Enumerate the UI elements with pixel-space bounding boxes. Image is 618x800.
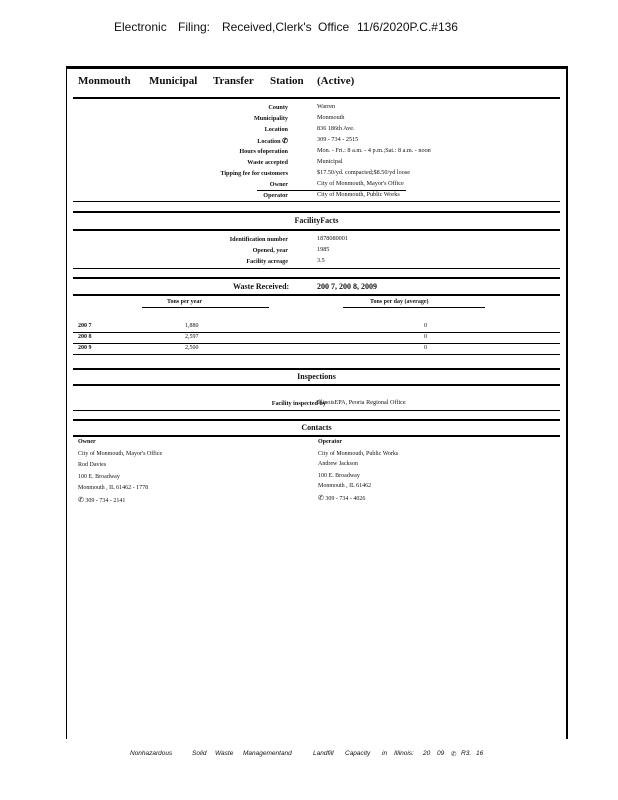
tpd-row-2: 0 — [424, 334, 427, 340]
footer-word: Illinois: — [394, 750, 414, 757]
footer-word: 09 — [437, 750, 445, 757]
divider — [73, 268, 560, 269]
operator-contact-name: Andrew Jackson — [318, 461, 358, 467]
inspections-heading: Inspections — [297, 372, 336, 381]
table-row-divider — [73, 332, 560, 333]
county-value: Warren — [317, 103, 336, 110]
facility-title — [67, 75, 566, 95]
identification-value: 1878080001 — [317, 235, 348, 242]
operator-value: City of Monmouth, Public Works — [317, 191, 400, 198]
divider — [73, 435, 560, 437]
tpy-row-1: 1,880 — [185, 323, 199, 329]
phone-value: 309 - 734 - 2515 — [317, 136, 359, 143]
waste-received-years: 200 7, 200 8, 2009 — [317, 282, 377, 291]
divider — [73, 97, 560, 99]
footer-word: R3. — [461, 750, 472, 757]
title-word-3: Transfer — [213, 75, 254, 87]
title-word-4: Station — [270, 75, 304, 87]
owner-contact-phone: ✆ 309 - 734 - 2141 — [78, 496, 126, 504]
header-stamp: 11/6/2020P.C.#136 — [357, 20, 458, 34]
location-value: 836 186th Ave. — [317, 125, 355, 132]
operator-contact-heading: Operator — [318, 439, 342, 445]
phone-icon: ✆ — [451, 751, 457, 758]
tipping-fee-value: $17.50/yd. compacted;$8.50/yd loose — [317, 169, 410, 176]
footer-word: Solid — [192, 750, 207, 757]
operator-contact-street: 100 E. Broadway — [318, 473, 360, 479]
footer-word: Nonhazardous — [130, 750, 173, 757]
owner-underline — [257, 190, 406, 191]
municipality-label: Municipality — [253, 115, 288, 122]
municipality-value: Monmouth — [317, 114, 345, 121]
waste-accepted-label: Waste accepted — [247, 159, 288, 166]
title-word-2: Municipal — [149, 75, 198, 87]
divider — [73, 368, 560, 370]
tpd-row-3: 0 — [424, 345, 427, 351]
divider — [73, 384, 560, 386]
facility-record — [66, 66, 568, 739]
header-electronic: Electronic — [114, 20, 167, 34]
tons-per-day-header: Tons per day (average) — [370, 299, 429, 305]
owner-contact-heading: Owner — [78, 439, 96, 445]
footer-word: in — [382, 750, 388, 757]
operator-contact-org: City of Monmouth, Public Works — [318, 451, 399, 457]
owner-contact-org: City of Monmouth, Mayor's Office — [78, 451, 163, 457]
tpy-row-3: 2,500 — [185, 345, 199, 351]
header-office: Office — [318, 20, 350, 34]
opened-value: 1985 — [317, 246, 330, 253]
divider — [73, 419, 560, 421]
waste-accepted-value: Municipal — [317, 158, 343, 165]
county-label: County — [268, 104, 288, 111]
divider — [73, 294, 560, 296]
tons-per-year-underline — [142, 307, 269, 308]
operator-contact-city: Monmouth , IL 61462 — [318, 483, 372, 489]
divider — [73, 211, 560, 213]
acreage-label: Facility acreage — [246, 258, 288, 265]
facility-status: (Active) — [317, 75, 355, 87]
table-row-divider — [73, 354, 560, 355]
phone-icon: ✆ — [282, 137, 288, 145]
tpy-row-2: 2,597 — [185, 334, 199, 340]
operator-label: Operator — [263, 192, 288, 199]
inspected-by-value: IllinoisEPA, Peoria Regional Office — [317, 399, 406, 406]
hours-label: Hours ofoperation — [239, 148, 288, 155]
footer-word: 20 — [423, 750, 431, 757]
footer-word: Managementand — [243, 750, 292, 757]
header-received: Received,Clerk's — [222, 20, 312, 34]
owner-label: Owner — [269, 181, 288, 188]
year-row-1: 200 7 — [78, 323, 92, 329]
tons-per-year-header: Tons per year — [167, 299, 203, 305]
phone-label: Location ✆ — [257, 137, 288, 145]
divider — [73, 410, 560, 411]
footer-word: Capacity — [345, 750, 371, 757]
tpd-row-1: 0 — [424, 323, 427, 329]
year-row-3: 200 9 — [78, 345, 92, 351]
tons-per-day-underline — [343, 307, 485, 308]
facility-facts-heading: FacilityFacts — [294, 216, 339, 225]
footer-word: Landfill — [313, 750, 334, 757]
tipping-fee-label: Tipping fee for customers — [220, 170, 288, 177]
waste-received-heading: Waste Received: — [233, 282, 290, 291]
header-filing: Filing: — [178, 20, 211, 34]
hours-value: Mon. - Fri.: 8 a.m. - 4 p.m.;Sat.: 8 a.m. - noon — [317, 147, 431, 154]
footer-word: Waste — [215, 750, 234, 757]
owner-contact-city: Monmouth , IL 61462 - 1778 — [78, 485, 149, 491]
year-row-2: 200 8 — [78, 334, 92, 340]
acreage-value: 3.5 — [317, 257, 325, 264]
location-label: Location — [264, 126, 288, 133]
opened-label: Opened, year — [252, 247, 288, 254]
inspected-by-label: Facility inspected by — [271, 400, 326, 407]
operator-contact-phone: ✆ 309 - 734 - 4026 — [318, 494, 366, 502]
owner-contact-name: Rod Davies — [78, 462, 107, 468]
divider — [73, 201, 560, 202]
phone-icon: ✆ — [78, 496, 84, 504]
identification-label: Identification number — [229, 236, 288, 243]
phone-icon: ✆ — [318, 494, 324, 502]
divider — [73, 229, 560, 231]
footer-word: 16 — [476, 750, 484, 757]
table-row-divider — [73, 343, 560, 344]
title-word-1: Monmouth — [78, 75, 131, 87]
divider — [73, 277, 560, 279]
contacts-heading: Contacts — [301, 423, 332, 432]
owner-value: City of Monmouth, Mayor's Office — [317, 180, 404, 187]
owner-contact-street: 100 E. Broadway — [78, 474, 120, 480]
